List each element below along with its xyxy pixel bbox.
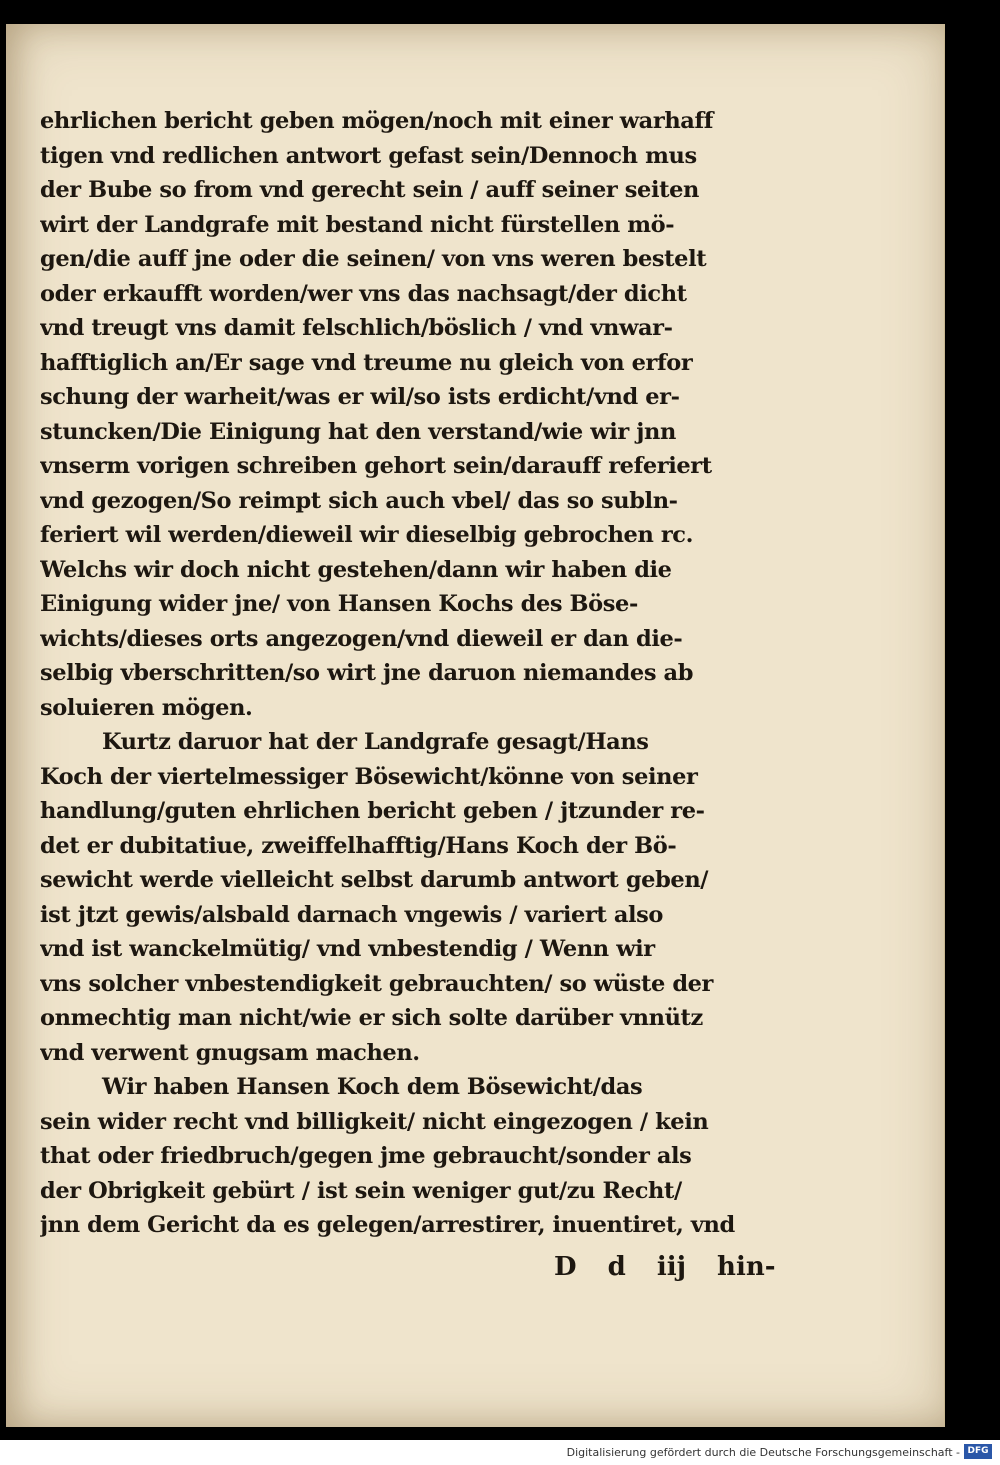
footer-credit: Digitalisierung gefördert durch die Deutsche Forschungsgemeinschaft - [566, 1446, 960, 1459]
dfg-logo-icon: DFG [964, 1444, 992, 1459]
body-text [40, 104, 860, 1243]
text-line: hafftiglich an/Er sage vnd treume nu gleich von erfor [40, 349, 693, 376]
text-line: det er dubitatiue, zweiffelhafftig/Hans Koch der Bö- [40, 832, 677, 859]
text-line: vnd gezogen/So reimpt sich auch vbel/ das so subln- [40, 487, 678, 514]
footer-bar [0, 1440, 1000, 1465]
text-line: ist jtzt gewis/alsbald darnach vngewis / variert also [40, 901, 664, 928]
book-page [6, 24, 945, 1427]
text-line: wirt der Landgrafe mit bestand nicht fürstellen mö- [40, 211, 675, 238]
text-line: tigen vnd redlichen antwort gefast sein/Dennoch mus [40, 142, 697, 169]
text-line: der Bube so from vnd gerecht sein / auff seiner seiten [40, 177, 699, 203]
text-line: sewicht werde vielleicht selbst darumb antwort geben/ [40, 867, 709, 893]
text-line: selbig vberschritten/so wirt jne daruon niemandes ab [40, 660, 694, 686]
text-line: stuncken/Die Einigung hat den verstand/wie wir jnn [40, 418, 676, 445]
text-line: wichts/dieses orts angezogen/vnd dieweil er dan die- [40, 625, 683, 652]
text-line: der Obrigkeit gebürt / ist sein weniger gut/zu Recht/ [40, 1177, 682, 1204]
signature-catchword: D d iij hin- [554, 1252, 776, 1282]
text-line: Koch der viertelmessiger Bösewicht/könne von seiner [40, 763, 698, 790]
text-line: vnd verwent gnugsam machen. [40, 1039, 420, 1066]
text-line: vns solcher vnbestendigkeit gebrauchten/ so wüste der [40, 970, 714, 997]
text-line-paragraph-start: Kurtz daruor hat der Landgrafe gesagt/Hans [102, 729, 649, 755]
text-line: vnd ist wanckelmütig/ vnd vnbestendig / Wenn wir [40, 936, 655, 962]
text-line: oder erkaufft worden/wer vns das nachsagt/der dicht [40, 280, 687, 307]
text-line: ehrlichen bericht geben mögen/noch mit einer warhaff [40, 108, 714, 134]
text-line: sein wider recht vnd billigkeit/ nicht eingezogen / kein [40, 1108, 709, 1135]
text-line: vnserm vorigen schreiben gehort sein/darauff referiert [40, 453, 712, 479]
text-line: schung der warheit/was er wil/so ists erdicht/vnd er- [40, 384, 680, 410]
text-line-paragraph-start: Wir haben Hansen Koch dem Bösewicht/das [102, 1074, 643, 1100]
text-line: handlung/guten ehrlichen bericht geben / jtzunder re- [40, 798, 705, 824]
text-line: vnd treugt vns damit felschlich/böslich / vnd vnwar- [40, 315, 673, 341]
text-line: jnn dem Gericht da es gelegen/arrestirer, inuentiret, vnd [40, 1212, 735, 1238]
text-line: gen/die auff jne oder die seinen/ von vns weren bestelt [40, 246, 707, 272]
text-line: feriert wil werden/dieweil wir dieselbig gebrochen rc. [40, 522, 694, 548]
text-line: Einigung wider jne/ von Hansen Kochs des Böse- [40, 591, 638, 617]
text-line: that oder friedbruch/gegen jme gebraucht/sonder als [40, 1143, 692, 1169]
text-line: soluieren mögen. [40, 694, 253, 721]
text-line: onmechtig man nicht/wie er sich solte darüber vnnütz [40, 1005, 703, 1031]
text-line: Welchs wir doch nicht gestehen/dann wir haben die [40, 556, 672, 583]
